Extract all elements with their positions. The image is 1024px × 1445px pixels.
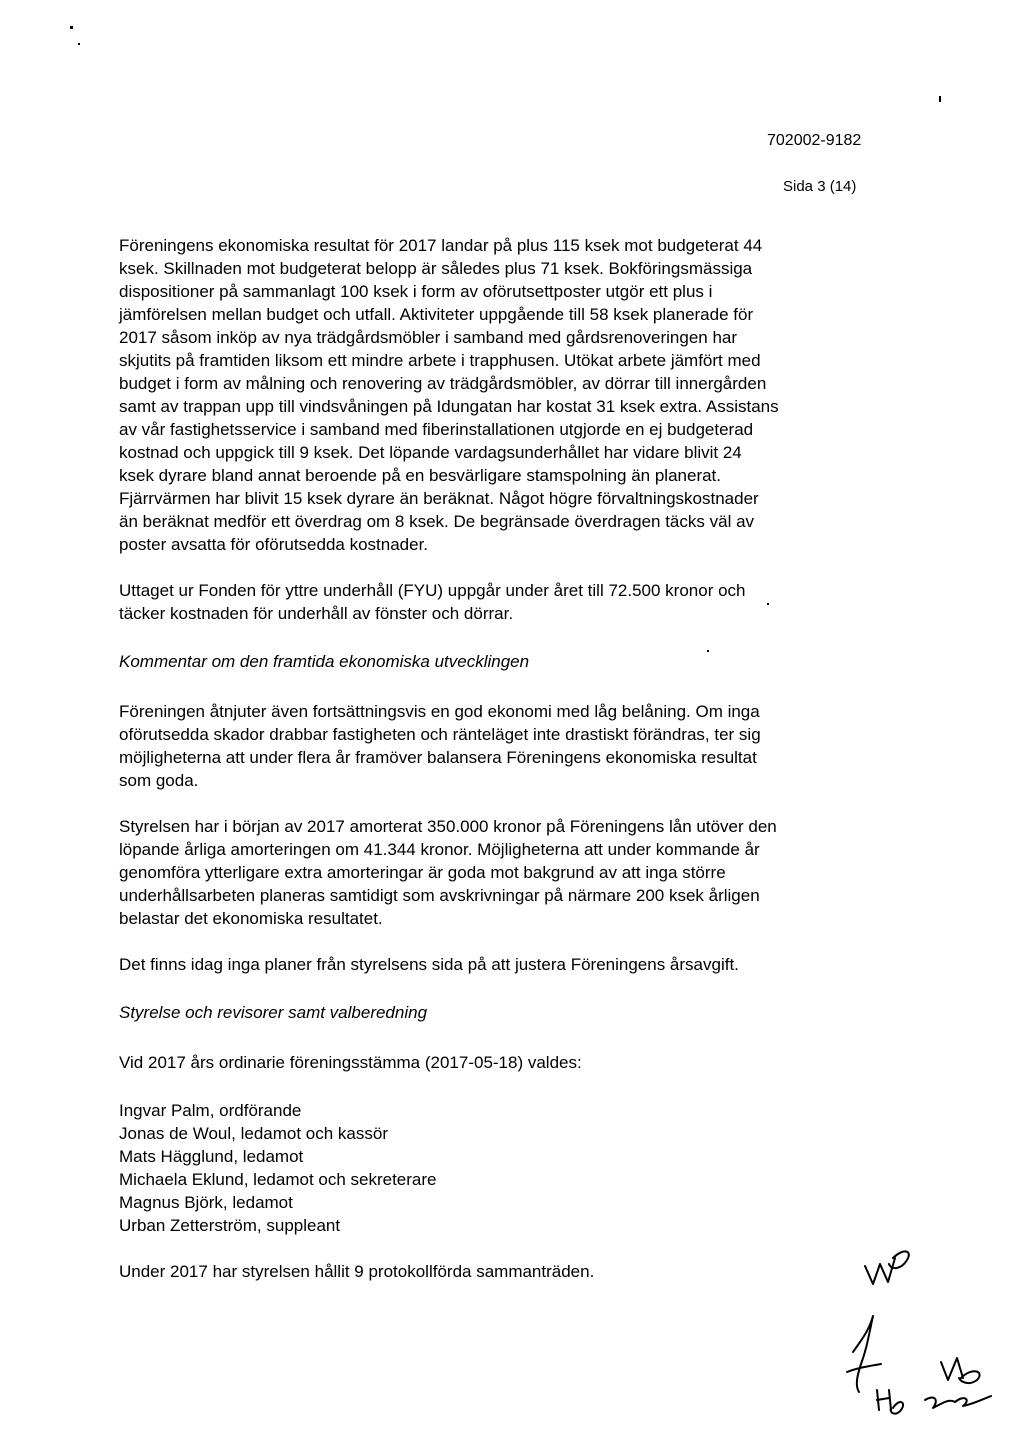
meetings-paragraph: Under 2017 har styrelsen hållit 9 protokollförda sammanträden.: [119, 1262, 595, 1281]
organization-number: 702002-9182: [767, 132, 862, 149]
outlook-heading: Kommentar om den framtida ekonomiska utvecklingen: [119, 652, 530, 671]
board-member: Mats Hägglund, ledamot: [119, 1147, 304, 1166]
board-heading: Styrelse och revisorer samt valberedning: [119, 1003, 428, 1022]
handwritten-initials-mark: [845, 1240, 1005, 1430]
board-member: Magnus Björk, ledamot: [119, 1193, 293, 1212]
outlook-economy-paragraph: Föreningen åtnjuter även fortsättningsvis en god ekonomi med låg belåning. Om inga oförutsedda skador drabbar fastigheten och ränteläget inte drastiskt förändras, ter sig möjligheterna att under flera år framöver balansera Föreningens ekonomiska resultat som goda.: [119, 702, 761, 790]
board-member: Jonas de Woul, ledamot och kassör: [119, 1124, 388, 1143]
outlook-fee-paragraph: Det finns idag inga planer från styrelsens sida på att justera Föreningens årsavgift.: [119, 955, 739, 974]
scan-speck: [707, 650, 709, 652]
board-members-list: [119, 1099, 899, 1237]
board-member: Michaela Eklund, ledamot och sekreterare: [119, 1170, 437, 1189]
board-intro: Vid 2017 års ordinarie föreningsstämma (2017-05-18) valdes:: [119, 1053, 582, 1072]
document-body: [119, 234, 899, 1283]
scan-speck: [70, 26, 73, 29]
scan-speck: [78, 43, 80, 45]
board-member: Urban Zetterström, suppleant: [119, 1216, 341, 1235]
scan-speck: [939, 96, 941, 102]
page-number: Sida 3 (14): [783, 178, 857, 195]
fyu-withdrawal-paragraph: Uttaget ur Fonden för yttre underhåll (FYU) uppgår under året till 72.500 kronor och täcker kostnaden för underhåll av fönster och dörrar.: [119, 581, 746, 623]
board-member: Ingvar Palm, ordförande: [119, 1101, 302, 1120]
scan-speck: [767, 603, 769, 605]
outlook-amortization-paragraph: Styrelsen har i början av 2017 amorterat 350.000 kronor på Föreningens lån utöver den löpande årliga amorteringen om 41.344 kronor. Möjligheterna att under kommande år genomföra ytterligare extra amorteringar är goda mot bakgrund av att inga större underhållsarbeten planeras samtidigt som avskrivningar på närmare 200 ksek årligen belastar det ekonomiska resultatet.: [119, 817, 777, 928]
financial-result-paragraph: Föreningens ekonomiska resultat för 2017 landar på plus 115 ksek mot budgeterat 44 ksek. Skillnaden mot budgeterat belopp är således plus 71 ksek. Bokföringsmässiga dispositioner på sammanlagt 100 ksek i form av oförutsettposter utgör ett plus i jämförelsen mellan budget och utfall. Aktiviteter uppgående till 58 ksek planerade för 2017 såsom inköp av nya trädgårdsmöbler i samband med gårdsrenoveringen har skjutits på framtiden liksom ett mindre arbete i trapphusen. Utökat arbete jämfört med budget i form av målning och renovering av trädgårdsmöbler, av dörrar till innergården samt av trappan upp till vindsvåningen på Idungatan har kostat 31 ksek extra. Assistans av vår fastighetsservice i samband med fiberinstallationen utgjorde en ej budgeterad kostnad och uppgick till 9 ksek. Det löpande vardagsunderhållet har vidare blivit 24 ksek dyrare bland annat beroende på en besvärligare stamspolning än planerat. Fjärrvärmen har blivit 15 ksek dyrare än beräknat. Något högre förvaltningskostnader än beräknat medför ett överdrag om 8 ksek. De begränsade överdragen täcks väl av poster avsatta för oförutsedda kostnader.: [119, 236, 779, 554]
